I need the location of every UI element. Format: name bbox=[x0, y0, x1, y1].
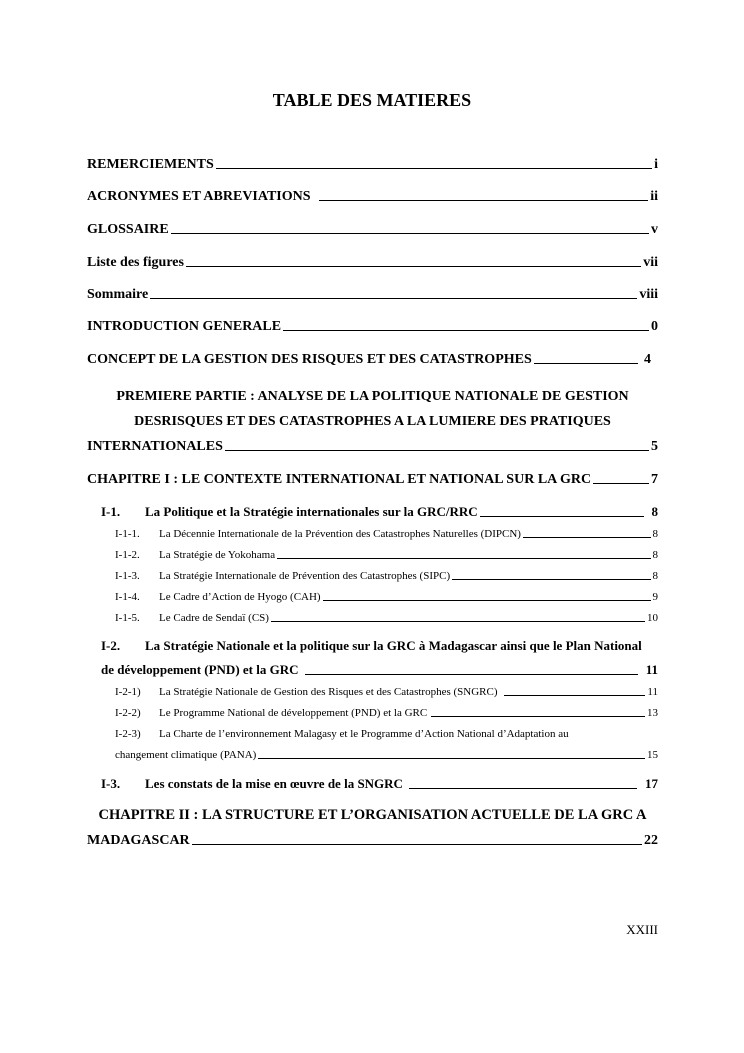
leader bbox=[277, 558, 650, 559]
toc-entry-i2-3[interactable]: changement climatique (PANA) 15 bbox=[115, 749, 658, 761]
leader bbox=[431, 716, 645, 717]
leader bbox=[186, 266, 641, 267]
leader bbox=[409, 788, 637, 789]
toc-entry-i1-3[interactable]: I-1-3. La Stratégie Internationale de Prévention des Catastrophes (SIPC) 8 bbox=[115, 570, 658, 582]
toc-entry-i2-2[interactable]: I-2-2) Le Programme National de développement (PND) et la GRC 13 bbox=[115, 707, 658, 719]
leader bbox=[323, 600, 651, 601]
toc-entry-concept[interactable]: CONCEPT DE LA GESTION DES RISQUES ET DES CATASTROPHES 4 bbox=[87, 352, 651, 367]
toc-entry-introduction[interactable]: INTRODUCTION GENERALE 0 bbox=[87, 319, 658, 334]
leader bbox=[523, 537, 651, 538]
leader bbox=[258, 758, 645, 759]
toc-entry-acronymes[interactable]: ACRONYMES ET ABREVIATIONS ii bbox=[87, 189, 658, 204]
toc-entry-chapitre-2[interactable]: MADAGASCAR 22 bbox=[87, 833, 658, 848]
leader bbox=[171, 233, 649, 234]
leader bbox=[480, 516, 644, 517]
toc-entry-i1-5[interactable]: I-1-5. Le Cadre de Sendaï (CS) 10 bbox=[115, 612, 658, 624]
leader bbox=[150, 298, 637, 299]
leader bbox=[283, 330, 649, 331]
leader bbox=[216, 168, 652, 169]
toc-entry-chapitre-1[interactable]: CHAPITRE I : LE CONTEXTE INTERNATIONAL ET NATIONAL SUR LA GRC 7 bbox=[87, 472, 658, 487]
leader bbox=[192, 844, 642, 845]
leader bbox=[305, 674, 638, 675]
toc-entry-i1-2[interactable]: I-1-2. La Stratégie de Yokohama 8 bbox=[115, 549, 658, 561]
chapitre-2-title-line1: CHAPITRE II : LA STRUCTURE ET L’ORGANISATION ACTUELLE DE LA GRC A bbox=[98, 807, 647, 823]
leader bbox=[534, 363, 638, 364]
partie-title-line1: PREMIERE PARTIE : ANALYSE DE LA POLITIQUE NATIONALE DE GESTION bbox=[116, 389, 629, 404]
toc-entry-section-i2[interactable]: de développement (PND) et la GRC 11 bbox=[101, 662, 658, 677]
leader bbox=[593, 483, 649, 484]
leader bbox=[225, 450, 649, 451]
leader bbox=[271, 621, 645, 622]
toc-entry-i1-1[interactable]: I-1-1. La Décennie Internationale de la Prévention des Catastrophes Naturelles (DIPCN) 8 bbox=[115, 528, 658, 540]
toc-entry-section-i1[interactable]: I-1. La Politique et la Stratégie internationales sur la GRC/RRC 8 bbox=[101, 504, 658, 519]
leader bbox=[319, 200, 649, 201]
toc-entry-i2-1[interactable]: I-2-1) La Stratégie Nationale de Gestion des Risques et des Catastrophes (SNGRC) 11 bbox=[115, 686, 658, 698]
toc-entry-remerciements[interactable]: REMERCIEMENTS i bbox=[87, 157, 658, 172]
toc-entry-section-i3[interactable]: I-3. Les constats de la mise en œuvre de la SNGRC 17 bbox=[101, 776, 658, 791]
leader bbox=[452, 579, 650, 580]
page-title: TABLE DES MATIERES bbox=[272, 90, 472, 110]
toc-entry-sommaire[interactable]: Sommaire viii bbox=[87, 287, 658, 302]
leader bbox=[504, 695, 646, 696]
toc-entry-liste-figures[interactable]: Liste des figures vii bbox=[87, 255, 658, 270]
toc-entry-i1-4[interactable]: I-1-4. Le Cadre d’Action de Hyogo (CAH) 9 bbox=[115, 591, 658, 603]
toc-entry-glossaire[interactable]: GLOSSAIRE v bbox=[87, 222, 658, 237]
page-number: XXIII bbox=[626, 922, 658, 937]
toc-entry-i2-3-line1[interactable]: I-2-3) La Charte de l’environnement Malagasy et le Programme d’Action National d’Adaptation au bbox=[115, 728, 569, 740]
partie-title-line2: DESRISQUES ET DES CATASTROPHES A LA LUMIERE DES PRATIQUES bbox=[134, 414, 611, 429]
toc-entry-section-i2-line1[interactable]: I-2. La Stratégie Nationale et la politique sur la GRC à Madagascar ainsi que le Plan National bbox=[101, 638, 642, 653]
toc-entry-premiere-partie[interactable]: INTERNATIONALES 5 bbox=[87, 439, 658, 454]
